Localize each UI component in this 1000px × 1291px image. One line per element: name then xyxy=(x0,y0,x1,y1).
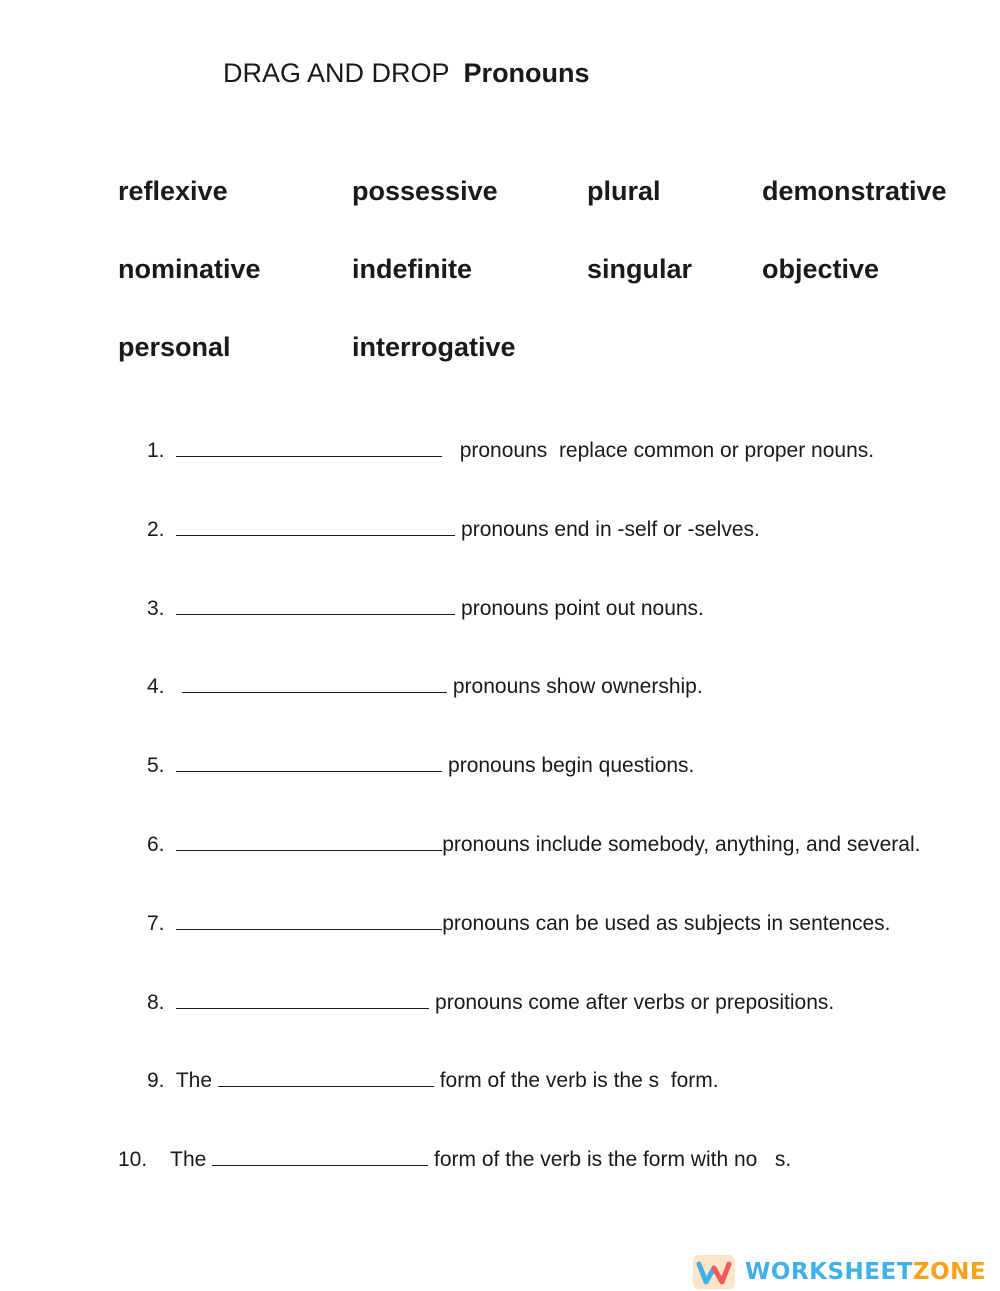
question-number: 4. xyxy=(147,675,165,698)
drop-blank-1[interactable] xyxy=(176,438,442,457)
question-text: pronouns can be used as subjects in sentences. xyxy=(442,912,891,935)
drop-blank-9[interactable] xyxy=(218,1068,434,1087)
drop-blank-4[interactable] xyxy=(182,674,447,693)
question-text: form of the verb is the s form. xyxy=(439,1069,719,1092)
question-number: 5. xyxy=(147,754,165,777)
question-text: pronouns begin questions. xyxy=(448,754,695,777)
word-tile-reflexive[interactable]: reflexive xyxy=(118,176,228,206)
question-10 xyxy=(118,1147,791,1172)
question-text: form of the verb is the form with no s. xyxy=(434,1148,792,1171)
question-number: 9. xyxy=(147,1069,165,1092)
drop-blank-6[interactable] xyxy=(176,832,442,851)
question-6 xyxy=(147,832,920,857)
question-2 xyxy=(147,517,760,542)
title-prefix: DRAG AND DROP xyxy=(223,58,450,88)
question-3 xyxy=(147,596,704,621)
worksheetzone-logo xyxy=(693,1253,1000,1291)
drop-blank-7[interactable] xyxy=(176,911,442,930)
drop-blank-8[interactable] xyxy=(176,990,429,1009)
title-bold: Pronouns xyxy=(463,58,590,88)
question-text: pronouns come after verbs or prepositions. xyxy=(435,991,835,1014)
question-7 xyxy=(147,911,890,936)
question-number: 2. xyxy=(147,518,165,541)
question-5 xyxy=(147,753,694,778)
question-9 xyxy=(147,1068,719,1093)
question-number: 1. xyxy=(147,439,165,462)
question-number: 3. xyxy=(147,597,165,620)
word-tile-objective[interactable]: objective xyxy=(762,254,880,284)
question-number: 7. xyxy=(147,912,165,935)
word-tile-indefinite[interactable]: indefinite xyxy=(352,254,472,284)
question-text: pronouns replace common or proper nouns. xyxy=(459,439,875,462)
question-number: 10. xyxy=(118,1148,148,1171)
question-4 xyxy=(147,674,703,699)
drop-blank-2[interactable] xyxy=(176,517,455,536)
word-tile-plural[interactable]: plural xyxy=(587,176,661,206)
drop-blank-10[interactable] xyxy=(212,1147,428,1166)
question-number: 6. xyxy=(147,833,165,856)
question-text: pronouns include somebody, anything, and several. xyxy=(442,833,921,856)
question-1 xyxy=(147,438,874,463)
question-text: pronouns end in -self or -selves. xyxy=(461,518,760,541)
word-tile-nominative[interactable]: nominative xyxy=(118,254,261,284)
question-prefix: The xyxy=(170,1148,207,1171)
word-tile-demonstrative[interactable]: demonstrative xyxy=(762,176,947,206)
question-text: pronouns show ownership. xyxy=(452,675,703,698)
question-prefix: The xyxy=(175,1069,212,1092)
worksheetzone-wordmark: WORKSHEETZONE xyxy=(745,1259,987,1285)
word-tile-interrogative[interactable]: interrogative xyxy=(352,332,516,362)
page-title xyxy=(223,58,590,89)
worksheetzone-w-icon xyxy=(693,1255,735,1289)
word-tile-singular[interactable]: singular xyxy=(587,254,693,284)
word-tile-possessive[interactable]: possessive xyxy=(352,176,498,206)
drop-blank-5[interactable] xyxy=(176,753,442,772)
question-text: pronouns point out nouns. xyxy=(461,597,704,620)
question-8 xyxy=(147,990,834,1015)
word-tile-personal[interactable]: personal xyxy=(118,332,231,362)
question-number: 8. xyxy=(147,991,165,1014)
drop-blank-3[interactable] xyxy=(176,596,455,615)
